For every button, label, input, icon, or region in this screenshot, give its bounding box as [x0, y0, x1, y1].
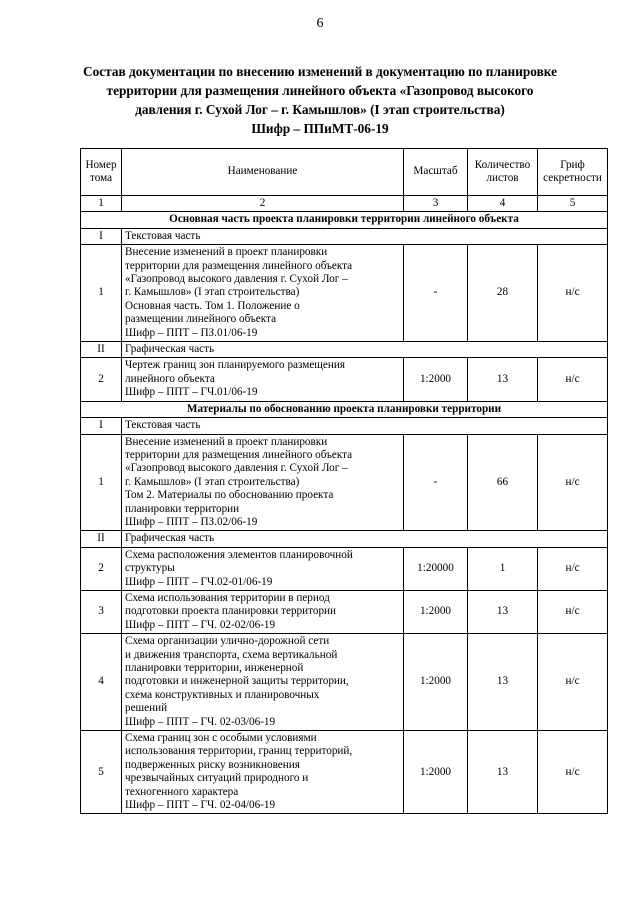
- sheets-cell: 66: [468, 434, 538, 531]
- header-volume: Номер тома: [81, 149, 122, 196]
- scale-cell: 1:2000: [404, 358, 468, 401]
- sheets-cell: 13: [468, 634, 538, 731]
- group-row: [81, 531, 608, 547]
- name-line: схема конструктивных и планировочных: [125, 688, 320, 701]
- sheets-cell: 28: [468, 245, 538, 342]
- table-body: [81, 212, 608, 814]
- column-number: 5: [538, 196, 608, 212]
- table-row: [81, 590, 608, 633]
- scale-cell: 1:2000: [404, 590, 468, 633]
- name-line: г. Камышлов» (I этап строительства): [125, 286, 300, 299]
- group-label: Графическая часть: [122, 531, 608, 547]
- group-row: [81, 418, 608, 434]
- table-row: [81, 731, 608, 814]
- section-title-row: [81, 401, 608, 417]
- column-number: 2: [122, 196, 404, 212]
- column-number: 1: [81, 196, 122, 212]
- volume-number: 2: [81, 547, 122, 590]
- name-line: Шифр – ППТ – ГЧ. 02-04/06-19: [125, 799, 276, 812]
- secrecy-cell: н/с: [538, 634, 608, 731]
- group-label: Графическая часть: [122, 342, 608, 358]
- table-row: [81, 434, 608, 531]
- group-number: I: [81, 228, 122, 244]
- name-line: Том 2. Материалы по обоснованию проекта: [125, 489, 334, 502]
- volume-number: 5: [81, 731, 122, 814]
- group-number: II: [81, 531, 122, 547]
- name-line: чрезвычайных ситуаций природного и: [125, 772, 309, 785]
- name-line: Шифр – ППТ – ПЗ.02/06-19: [125, 515, 258, 528]
- column-number: 3: [404, 196, 468, 212]
- secrecy-cell: н/с: [538, 358, 608, 401]
- header-name: Наименование: [122, 149, 404, 196]
- title-line: Состав документации по внесению изменений в документацию по планировке: [83, 64, 557, 79]
- document-name: [122, 634, 404, 731]
- sheets-cell: 1: [468, 547, 538, 590]
- name-line: Шифр – ППТ – ГЧ. 02-03/06-19: [125, 715, 276, 728]
- document-name: [122, 358, 404, 401]
- group-label: Текстовая часть: [122, 418, 608, 434]
- name-line: Схема организации улично-дорожной сети: [125, 635, 330, 648]
- name-line: Чертеж границ зон планируемого размещения: [125, 359, 346, 372]
- name-line: «Газопровод высокого давления г. Сухой Лог –: [125, 462, 348, 475]
- page-number: 6: [316, 16, 324, 31]
- document-name: [122, 590, 404, 633]
- table-row: [81, 245, 608, 342]
- secrecy-cell: н/с: [538, 590, 608, 633]
- section-title: Материалы по обоснованию проекта планировки территории: [81, 401, 608, 417]
- scale-cell: 1:2000: [404, 634, 468, 731]
- sheets-cell: 13: [468, 590, 538, 633]
- name-line: структуры: [125, 562, 175, 575]
- column-number: 4: [468, 196, 538, 212]
- table-row: [81, 634, 608, 731]
- volume-number: 4: [81, 634, 122, 731]
- header-sheets: Количество листов: [468, 149, 538, 196]
- volume-number: 2: [81, 358, 122, 401]
- header-secrecy: Гриф секретности: [538, 149, 608, 196]
- group-row: [81, 342, 608, 358]
- name-line: планировки территории: [125, 502, 240, 515]
- table-row: [81, 358, 608, 401]
- name-line: Схема использования территории в период: [125, 591, 330, 604]
- name-line: линейного объекта: [125, 372, 215, 385]
- column-number-row: [81, 196, 608, 212]
- group-label: Текстовая часть: [122, 228, 608, 244]
- name-line: Схема расположения элементов планировочной: [125, 548, 353, 561]
- documentation-table: [80, 148, 608, 814]
- name-line: «Газопровод высокого давления г. Сухой Лог –: [125, 273, 348, 286]
- name-line: размещении линейного объекта: [125, 313, 277, 326]
- name-line: Шифр – ППТ – ГЧ.01/06-19: [125, 386, 258, 399]
- scale-cell: -: [404, 434, 468, 531]
- name-line: Шифр – ППТ – ПЗ.01/06-19: [125, 326, 258, 339]
- scale-cell: 1:20000: [404, 547, 468, 590]
- section-title-row: [81, 212, 608, 228]
- name-line: г. Камышлов» (I этап строительства): [125, 475, 300, 488]
- name-line: подготовки и инженерной защиты территории,: [125, 675, 349, 688]
- table-row: [81, 547, 608, 590]
- sheets-cell: 13: [468, 731, 538, 814]
- volume-number: 1: [81, 245, 122, 342]
- name-line: техногенного характера: [125, 785, 239, 798]
- document-name: [122, 547, 404, 590]
- volume-number: 1: [81, 434, 122, 531]
- group-number: I: [81, 418, 122, 434]
- name-line: использования территории, границ территорий,: [125, 745, 353, 758]
- scale-cell: 1:2000: [404, 731, 468, 814]
- name-line: подверженных риску возникновения: [125, 758, 300, 771]
- volume-number: 3: [81, 590, 122, 633]
- secrecy-cell: н/с: [538, 731, 608, 814]
- name-line: Схема границ зон с особыми условиями: [125, 732, 317, 745]
- section-title: Основная часть проекта планировки территории линейного объекта: [81, 212, 608, 228]
- document-name: [122, 245, 404, 342]
- name-line: решений: [125, 702, 168, 715]
- group-row: [81, 228, 608, 244]
- name-line: Шифр – ППТ – ГЧ.02-01/06-19: [125, 575, 273, 588]
- secrecy-cell: н/с: [538, 245, 608, 342]
- title-line: территории для размещения линейного объекта «Газопровод высокого: [106, 83, 534, 98]
- document-name: [122, 731, 404, 814]
- sheets-cell: 13: [468, 358, 538, 401]
- header-scale: Масштаб: [404, 149, 468, 196]
- document-title: [60, 62, 580, 138]
- document-name: [122, 434, 404, 531]
- table-header-row: [81, 149, 608, 196]
- group-number: II: [81, 342, 122, 358]
- name-line: Внесение изменений в проект планировки: [125, 246, 328, 259]
- name-line: территории для размещения линейного объекта: [125, 259, 353, 272]
- name-line: Основная часть. Том 1. Положение о: [125, 299, 300, 312]
- name-line: планировки территории, инженерной: [125, 662, 304, 674]
- name-line: территории для размещения линейного объекта: [125, 448, 353, 461]
- scale-cell: -: [404, 245, 468, 342]
- name-line: и движения транспорта, схема вертикальной: [125, 648, 338, 661]
- secrecy-cell: н/с: [538, 547, 608, 590]
- name-line: Внесение изменений в проект планировки: [125, 435, 328, 448]
- title-line: давления г. Сухой Лог – г. Камышлов» (I этап строительства): [135, 102, 505, 117]
- title-cipher: Шифр – ППиМТ-06-19: [251, 121, 389, 136]
- secrecy-cell: н/с: [538, 434, 608, 531]
- name-line: Шифр – ППТ – ГЧ. 02-02/06-19: [125, 618, 276, 631]
- name-line: подготовки проекта планировки территории: [125, 605, 337, 618]
